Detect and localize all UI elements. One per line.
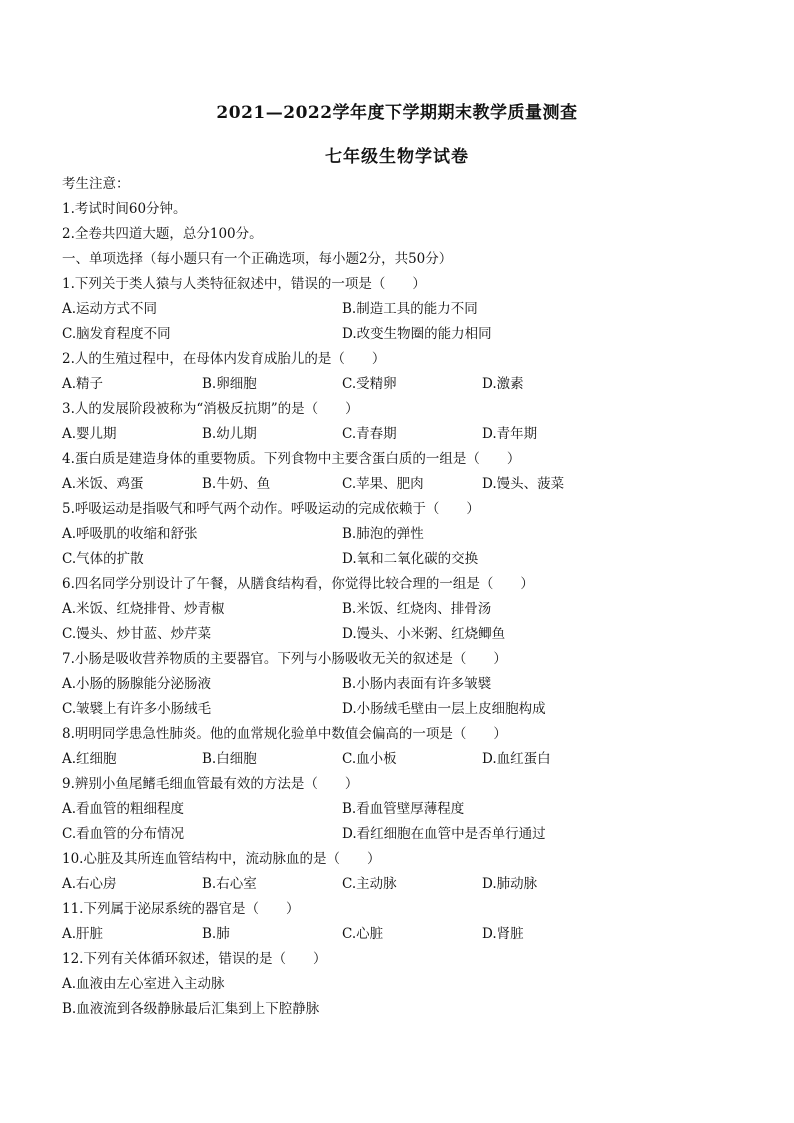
option: D.看红细胞在血管中是否单行通过 xyxy=(342,826,546,842)
option: B.卵细胞 xyxy=(202,376,257,392)
exam-content xyxy=(62,172,742,1022)
note-item: 2.全卷共四道大题，总分100分。 xyxy=(62,226,263,242)
option: D.改变生物圈的能力相同 xyxy=(342,326,492,342)
option: A.右心房 xyxy=(62,876,117,892)
option: A.肝脏 xyxy=(62,926,104,942)
option-row xyxy=(62,822,742,847)
question-stem: 8.明明同学患急性肺炎。他的血常规化验单中数值会偏高的一项是（ ） xyxy=(62,726,507,742)
option: C.血小板 xyxy=(342,751,397,767)
option: A.运动方式不同 xyxy=(62,301,158,317)
option-row xyxy=(62,922,742,947)
option: B.制造工具的能力不同 xyxy=(342,301,478,317)
option: A.婴儿期 xyxy=(62,426,117,442)
option: A.红细胞 xyxy=(62,751,117,767)
option: B.小肠内表面有许多皱襞 xyxy=(342,676,492,692)
option-row xyxy=(62,672,742,697)
exam-subtitle: 七年级生物学试卷 xyxy=(325,147,469,167)
option: C.皱襞上有许多小肠绒毛 xyxy=(62,701,212,717)
option: D.馒头、菠菜 xyxy=(482,476,565,492)
option: A.看血管的粗细程度 xyxy=(62,801,185,817)
option-row xyxy=(62,522,742,547)
option: C.心脏 xyxy=(342,926,384,942)
question-stem: 10.心脏及其所连血管结构中，流动脉血的是（ ） xyxy=(62,851,381,867)
option: A.米饭、鸡蛋 xyxy=(62,476,144,492)
option: B.肺 xyxy=(202,926,230,942)
option: C.脑发育程度不同 xyxy=(62,326,171,342)
option-row xyxy=(62,547,742,572)
option: A.米饭、红烧排骨、炒青椒 xyxy=(62,601,225,617)
option: D.激素 xyxy=(482,376,524,392)
option: B.白细胞 xyxy=(202,751,257,767)
note-item: 1.考试时间60分钟。 xyxy=(62,201,187,217)
option-row xyxy=(62,322,742,347)
option: B.米饭、红烧肉、排骨汤 xyxy=(342,601,492,617)
option: C.主动脉 xyxy=(342,876,397,892)
option: D.肾脏 xyxy=(482,926,524,942)
option: C.受精卵 xyxy=(342,376,397,392)
question-stem: 1.下列关于类人猿与人类特征叙述中，错误的一项是（ ） xyxy=(62,276,426,292)
question-stem: 3.人的发展阶段被称为“消极反抗期”的是（ ） xyxy=(62,401,359,417)
option-row xyxy=(62,422,742,447)
option-line: A.血液由左心室进入主动脉 xyxy=(62,976,225,992)
question-stem: 9.辨别小鱼尾鳍毛细血管最有效的方法是（ ） xyxy=(62,776,359,792)
option: C.气体的扩散 xyxy=(62,551,144,567)
option: B.幼儿期 xyxy=(202,426,257,442)
option: A.呼吸肌的收缩和舒张 xyxy=(62,526,198,542)
option-row xyxy=(62,747,742,772)
option-row xyxy=(62,697,742,722)
option: D.肺动脉 xyxy=(482,876,538,892)
option-row xyxy=(62,297,742,322)
question-stem: 5.呼吸运动是指吸气和呼气两个动作。呼吸运动的完成依赖于（ ） xyxy=(62,501,480,517)
option: C.苹果、肥肉 xyxy=(342,476,424,492)
question-stem: 7.小肠是吸收营养物质的主要器官。下列与小肠吸收无关的叙述是（ ） xyxy=(62,651,507,667)
option: D.青年期 xyxy=(482,426,538,442)
option-row xyxy=(62,472,742,497)
option-row xyxy=(62,372,742,397)
option: C.看血管的分布情况 xyxy=(62,826,185,842)
option-row xyxy=(62,597,742,622)
question-stem: 2.人的生殖过程中，在母体内发育成胎儿的是（ ） xyxy=(62,351,386,367)
option: D.小肠绒毛壁由一层上皮细胞构成 xyxy=(342,701,546,717)
option-line: B.血液流到各级静脉最后汇集到上下腔静脉 xyxy=(62,1001,320,1017)
option: D.氧和二氧化碳的交换 xyxy=(342,551,479,567)
option: D.馒头、小米粥、红烧鲫鱼 xyxy=(342,626,506,642)
option-row xyxy=(62,797,742,822)
exam-title: 2021—2022学年度下学期期末教学质量测查 xyxy=(216,103,578,123)
question-stem: 6.四名同学分别设计了午餐，从膳食结构看，你觉得比较合理的一组是（ ） xyxy=(62,576,534,592)
option: A.小肠的肠腺能分泌肠液 xyxy=(62,676,212,692)
notes-heading: 考生注意： xyxy=(62,176,130,192)
option-row xyxy=(62,872,742,897)
option: B.看血管壁厚薄程度 xyxy=(342,801,465,817)
option-row xyxy=(62,622,742,647)
question-stem: 11.下列属于泌尿系统的器官是（ ） xyxy=(62,901,300,917)
option: B.牛奶、鱼 xyxy=(202,476,271,492)
section-heading: 一、单项选择（每小题只有一个正确选项，每小题2分，共50分） xyxy=(62,251,453,267)
option: C.馒头、炒甘蓝、炒芹菜 xyxy=(62,626,212,642)
option: A.精子 xyxy=(62,376,104,392)
option: B.右心室 xyxy=(202,876,257,892)
question-stem: 12.下列有关体循环叙述，错误的是（ ） xyxy=(62,951,327,967)
option: D.血红蛋白 xyxy=(482,751,551,767)
option: B.肺泡的弹性 xyxy=(342,526,424,542)
option: C.青春期 xyxy=(342,426,397,442)
question-stem: 4.蛋白质是建造身体的重要物质。下列食物中主要含蛋白质的一组是（ ） xyxy=(62,451,521,467)
